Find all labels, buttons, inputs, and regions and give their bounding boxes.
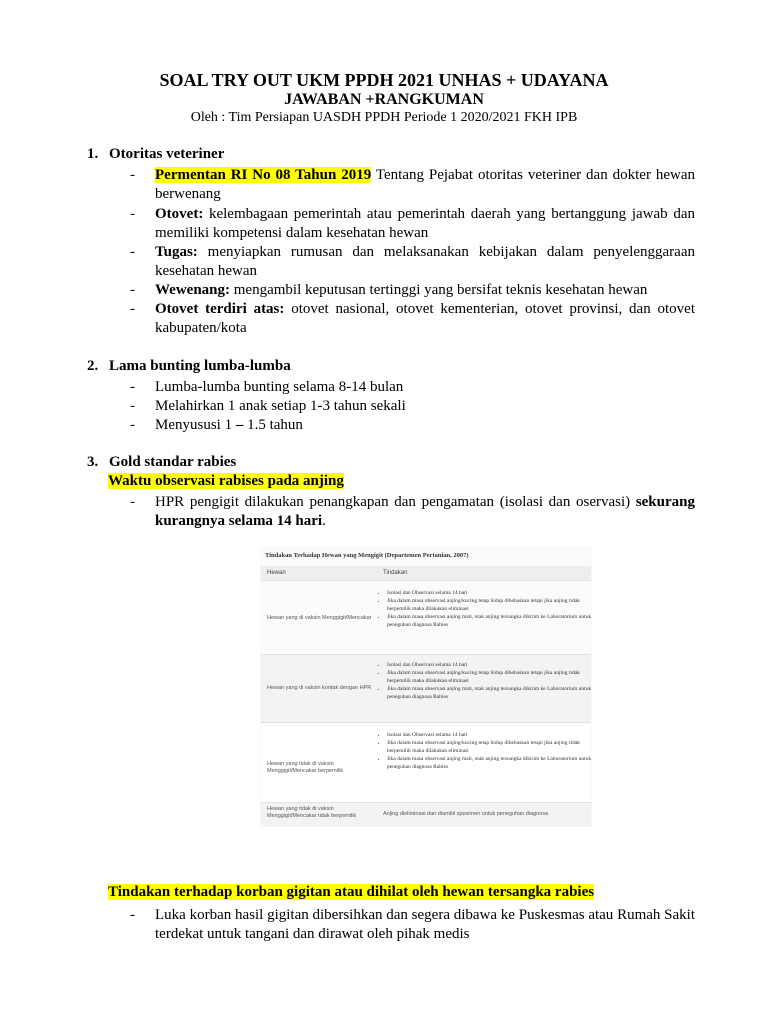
document-title: SOAL TRY OUT UKM PPDH 2021 UNHAS + UDAYANA bbox=[159, 70, 609, 90]
list-item bbox=[130, 378, 695, 397]
list-item: • Jika dalam masa observasi anjing mati, otak anjing tersangka dikirim ke Laboratorium untuk peneguhan diagnosa Rabies bbox=[387, 755, 592, 771]
list-item-text: Melahirkan 1 anak setiap 1-3 tahun sekali bbox=[155, 398, 406, 414]
term-label: Tugas: bbox=[155, 244, 198, 260]
action-list bbox=[379, 589, 592, 629]
list-item: • Jika dalam masa observasi anjing mati, otak anjing tersangka dikirim ke Laboratorium untuk peneguhan diagnosa Rabies bbox=[387, 613, 592, 629]
list-item bbox=[130, 166, 695, 204]
list-item-text: kelembagaan pemerintah atau pemerintah daerah yang bertanggung jawab dan memiliki kompetensi dalam kesehatan hewan bbox=[155, 206, 695, 241]
section-number: 2. bbox=[87, 358, 99, 374]
dash-bullet: - bbox=[130, 907, 135, 923]
list-item bbox=[130, 243, 695, 281]
action-list bbox=[379, 731, 592, 771]
list-item-text: Tentang Pejabat otoritas veteriner dan dokter hewan berwenang bbox=[155, 167, 695, 202]
table-row bbox=[261, 580, 591, 655]
dash-bullet: - bbox=[130, 417, 135, 433]
list-item: • Isolasi dan Observasi selama 14 hari bbox=[387, 589, 592, 597]
term-label: Otovet terdiri atas: bbox=[155, 301, 285, 317]
list-item-text: Lumba-lumba bunting selama 8-14 bulan bbox=[155, 379, 404, 395]
list-item: • Jika dalam masa observasi anjing/kucing tetap hidup dibebaskan tetapi jika anjing tidak berpemilik maka dilakukan eliminasi bbox=[387, 739, 592, 755]
row-label: Hewan yang tidak di vaksin Menggigit/Mencakar tidak berpemilik bbox=[267, 806, 357, 819]
table-row bbox=[261, 654, 591, 723]
document-subtitle: JAWABAN +RANGKUMAN bbox=[284, 91, 484, 108]
emphasis-text: sekurang kurangnya selama 14 hari bbox=[155, 494, 695, 529]
rabies-action-table-image bbox=[261, 548, 591, 826]
list-item bbox=[130, 416, 695, 435]
action-list bbox=[379, 661, 592, 701]
list-item-text: Menyususi 1 bbox=[155, 417, 236, 433]
subheading bbox=[108, 884, 594, 901]
section-1-heading bbox=[87, 146, 224, 163]
dash-bullet: - bbox=[130, 398, 135, 414]
highlighted-subheading: Tindakan terhadap korban gigitan atau dihilat oleh hewan tersangka rabies bbox=[108, 884, 595, 900]
dash-bullet: - bbox=[130, 494, 135, 510]
section-title: Gold standar rabies bbox=[109, 454, 237, 470]
term-label: Otovet: bbox=[155, 206, 204, 222]
table-row bbox=[261, 722, 591, 803]
row-action: Anjing dieliminasi dan diambil spesimen untuk peneguhan diagnosa bbox=[383, 811, 549, 817]
highlighted-subheading: Waktu observasi rabises pada anjing bbox=[108, 473, 344, 489]
term-label: Wewenang: bbox=[155, 282, 230, 298]
list-item-text: mengambil keputusan tertinggi yang bersifat teknis kesehatan hewan bbox=[230, 282, 648, 298]
list-item-text: HPR pengigit dilakukan penangkapan dan pengamatan (isolasi dan oservasi) bbox=[155, 494, 636, 510]
table-row bbox=[261, 802, 591, 827]
section-2-heading bbox=[87, 358, 291, 375]
list-item bbox=[130, 906, 695, 944]
list-item bbox=[130, 205, 695, 243]
list-item: • Isolasi dan Observasi selama 14 hari bbox=[387, 661, 592, 669]
table-caption: Tindakan Terhadap Hewan yang Mengigit (Departemen Pertanian, 2007) bbox=[265, 552, 469, 559]
list-item: • Isolasi dan Observasi selama 14 hari bbox=[387, 731, 592, 739]
list-item bbox=[130, 300, 695, 338]
table-header-row bbox=[261, 566, 591, 580]
row-label: Hewan yang di vaksin Menggigit/Mencakar bbox=[267, 615, 372, 621]
list-item: • Jika dalam masa observasi anjing/kucing tetap hidup dibebaskan tetapi jika anjing tidak berpemilik maka dilakukan eliminasi bbox=[387, 597, 592, 613]
highlighted-regulation: Permentan RI No 08 Tahun 2019 bbox=[155, 167, 372, 183]
en-dash: – bbox=[235, 417, 244, 433]
list-item bbox=[130, 493, 695, 531]
section-number: 3. bbox=[87, 454, 99, 470]
section-title: Lama bunting lumba-lumba bbox=[109, 358, 291, 374]
list-item-text: . bbox=[322, 513, 326, 529]
list-item: • Jika dalam masa observasi anjing mati, otak anjing tersangka dikirim ke Laboratorium untuk peneguhan diagnosa Rabies bbox=[387, 685, 592, 701]
dash-bullet: - bbox=[130, 244, 135, 260]
section-title: Otoritas veteriner bbox=[109, 146, 225, 162]
column-header: Hewan bbox=[267, 570, 286, 576]
list-item: • Jika dalam masa observasi anjing/kucing tetap hidup dibebaskan tetapi jika anjing tidak berpemilik maka dilakukan eliminasi bbox=[387, 669, 592, 685]
row-label: Hewan yang di vaksin kontak dengan HPR bbox=[267, 685, 372, 691]
dash-bullet: - bbox=[130, 167, 135, 183]
dash-bullet: - bbox=[130, 206, 135, 222]
column-header: Tindakan bbox=[383, 570, 408, 576]
dash-bullet: - bbox=[130, 379, 135, 395]
dash-bullet: - bbox=[130, 301, 135, 317]
list-item-text: 1.5 tahun bbox=[243, 417, 303, 433]
section-number: 1. bbox=[87, 146, 99, 162]
list-item bbox=[130, 281, 695, 300]
dash-bullet: - bbox=[130, 282, 135, 298]
list-item-text: otovet nasional, otovet kementerian, otovet provinsi, dan otovet kabupaten/kota bbox=[155, 301, 695, 336]
list-item-text: menyiapkan rumusan dan melaksanakan kebijakan dalam penyelenggaraan kesehatan hewan bbox=[155, 244, 695, 279]
subheading bbox=[108, 473, 344, 490]
list-item bbox=[130, 397, 695, 416]
row-label: Hewan yang tidak di vaksin Menggigit/Mencakar berpemilik bbox=[267, 761, 344, 774]
document-author: Oleh : Tim Persiapan UASDH PPDH Periode 1 2020/2021 FKH IPB bbox=[190, 110, 578, 125]
section-3-heading bbox=[87, 454, 236, 471]
list-item-text: Luka korban hasil gigitan dibersihkan dan segera dibawa ke Puskesmas atau Rumah Sakit terdekat untuk tangani dan dirawat oleh pihak medis bbox=[155, 907, 695, 942]
